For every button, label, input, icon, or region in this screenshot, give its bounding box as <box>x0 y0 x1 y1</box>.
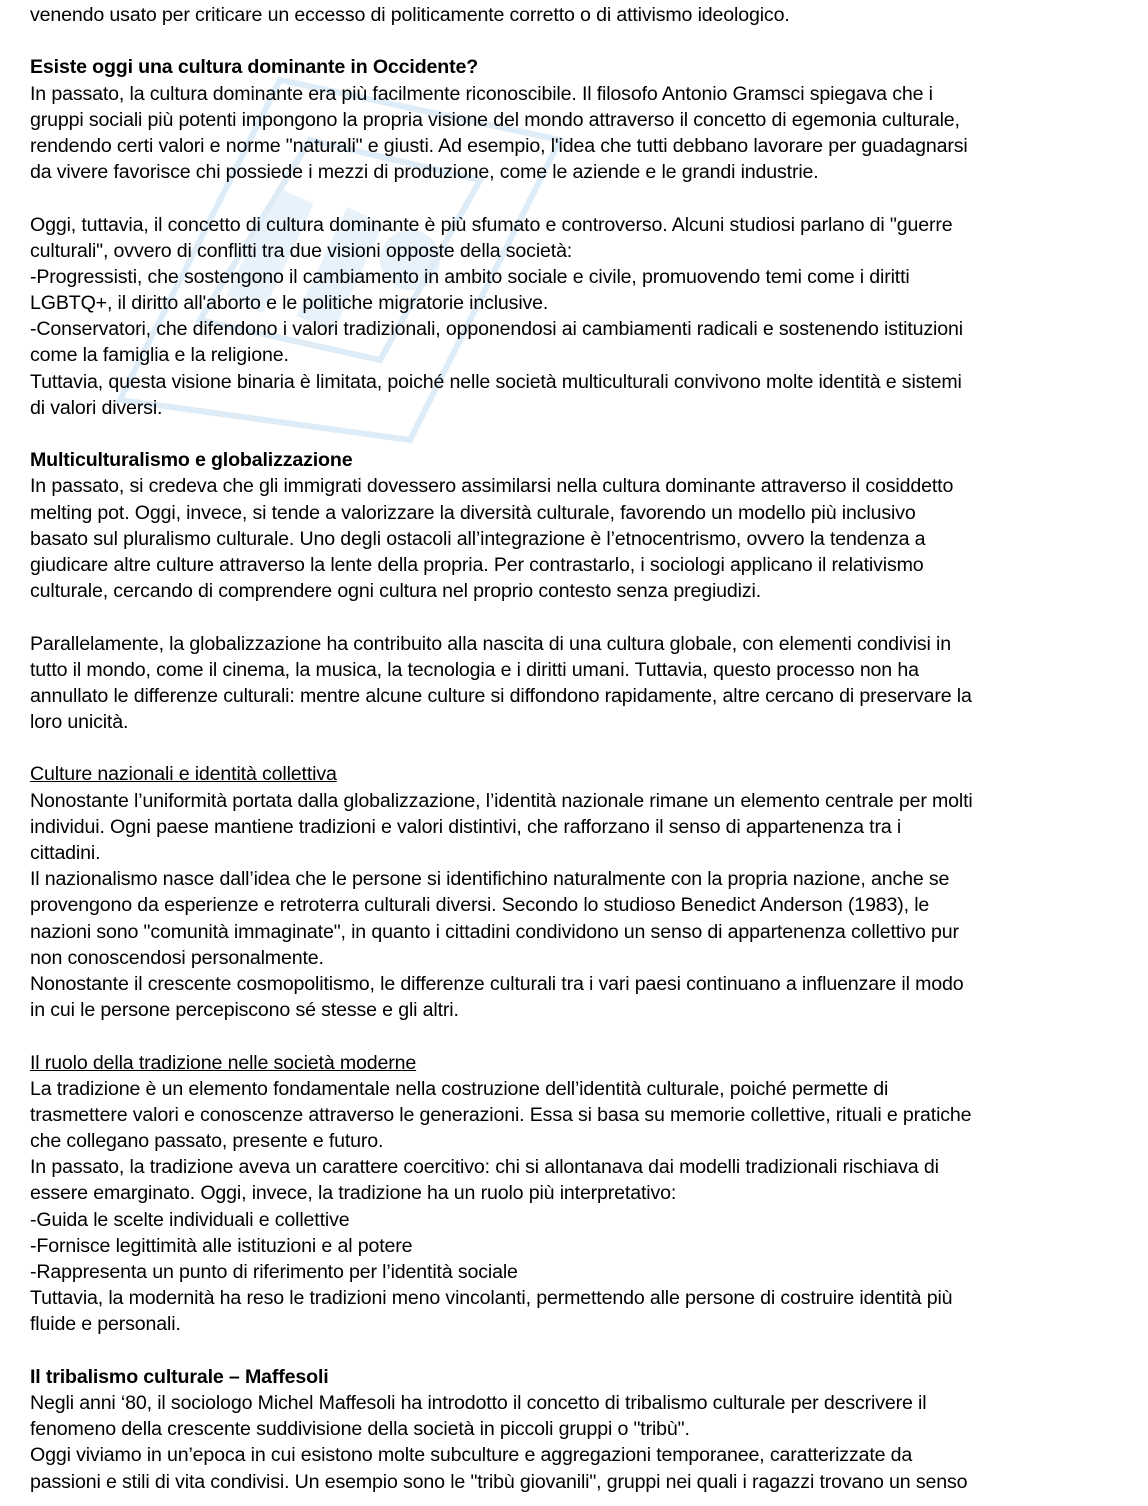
paragraph-spacer <box>30 28 1122 54</box>
paragraph <box>30 2 1122 28</box>
text-line: venendo usato per criticare un eccesso di politicamente corretto o di attivismo ideologico. <box>30 4 790 26</box>
document-body <box>30 2 1122 1495</box>
text-line: Parallelamente, la globalizzazione ha contribuito alla nascita di una cultura globale, con elementi condivisi in <box>30 632 951 655</box>
text-line: -Progressisti, che sostengono il cambiamento in ambito sociale e civile, promuovendo temi come i diritti <box>30 265 910 288</box>
subsection-heading: Culture nazionali e identità collettiva <box>30 763 337 786</box>
text-line: melting pot. Oggi, invece, si tende a valorizzare la diversità culturale, favorendo un modello più inclusivo <box>30 501 916 524</box>
text-line: Tuttavia, questa visione binaria è limitata, poiché nelle società multiculturali convivono molte identità e sistemi <box>30 370 962 393</box>
paragraph <box>30 81 1122 186</box>
text-line: Nonostante il crescente cosmopolitismo, le differenze culturali tra i vari paesi continuano a influenzare il modo <box>30 972 964 995</box>
text-line: provengono da esperienze e retroterra culturali diversi. Secondo lo studioso Benedict Anderson (1983), le <box>30 894 930 917</box>
text-line: Oggi viviamo in un’epoca in cui esistono molte subculture e aggregazioni temporanee, caratterizzate da <box>30 1444 913 1467</box>
text-line: LGBTQ+, il diritto all'aborto e le politiche migratorie inclusive. <box>30 292 549 315</box>
paragraph <box>30 1076 1122 1338</box>
text-line: -Guida le scelte individuali e collettive <box>30 1208 350 1231</box>
text-line: In passato, la tradizione aveva un carattere coercitivo: chi si allontanava dai modelli tradizionali rischiava di <box>30 1156 939 1179</box>
paragraph <box>30 473 1122 604</box>
text-line: come la famiglia e la religione. <box>30 344 289 367</box>
text-line: In passato, si credeva che gli immigrati dovessero assimilarsi nella cultura dominante attraverso il cosiddetto <box>30 475 954 498</box>
paragraph <box>30 788 1122 1024</box>
text-line: rendendo certi valori e norme "naturali" e giusti. Ad esempio, l'idea che tutti debbano lavorare per guadagnarsi <box>30 134 968 157</box>
text-line: -Fornisce legittimità alle istituzioni e al potere <box>30 1234 413 1257</box>
text-line: -Conservatori, che difendono i valori tradizionali, opponendosi ai cambiamenti radicali e sostenendo istituzioni <box>30 318 963 341</box>
text-line: da vivere favorisce chi possiede i mezzi di produzione, come le aziende e le grandi industrie. <box>30 161 819 184</box>
text-line: di valori diversi. <box>30 396 163 419</box>
text-line: tutto il mondo, come il cinema, la musica, la tecnologia e i diritti umani. Tuttavia, questo processo non ha <box>30 658 919 681</box>
text-line: passioni e stili di vita condivisi. Un esempio sono le "tribù giovanili", gruppi nei quali i ragazzi trovano un senso <box>30 1470 968 1493</box>
section-heading: Il tribalismo culturale – Maffesoli <box>30 1365 329 1388</box>
text-line: nazioni sono "comunità immaginate", in quanto i cittadini condividono un senso di appartenenza collettivo pur <box>30 920 959 943</box>
paragraph <box>30 212 1122 422</box>
paragraph-spacer <box>30 1338 1122 1364</box>
text-line: Negli anni ‘80, il sociologo Michel Maffesoli ha introdotto il concetto di tribalismo culturale per descrivere il <box>30 1391 927 1414</box>
paragraph-spacer <box>30 735 1122 761</box>
text-line: Oggi, tuttavia, il concetto di cultura dominante è più sfumato e controverso. Alcuni studiosi parlano di "guerre <box>30 213 953 236</box>
paragraph-spacer <box>30 604 1122 630</box>
paragraph-spacer <box>30 421 1122 447</box>
text-line: In passato, la cultura dominante era più facilmente riconoscibile. Il filosofo Antonio Gramsci spiegava che i <box>30 82 933 105</box>
text-line: Il nazionalismo nasce dall’idea che le persone si identifichino naturalmente con la propria nazione, anche se <box>30 868 950 891</box>
text-line: trasmettere valori e conoscenze attraverso le generazioni. Essa si basa su memorie collettive, rituali e pratiche <box>30 1103 972 1126</box>
text-line: -Rappresenta un punto di riferimento per l’identità sociale <box>30 1261 518 1283</box>
text-line: che collegano passato, presente e futuro. <box>30 1130 384 1153</box>
text-line: culturali", ovvero di conflitti tra due visioni opposte della società: <box>30 239 573 262</box>
paragraph-spacer <box>30 1023 1122 1049</box>
paragraph <box>30 1390 1122 1495</box>
text-line: loro unicità. <box>30 711 129 734</box>
text-line: basato sul pluralismo culturale. Uno degli ostacoli all’integrazione è l’etnocentrismo, ovvero la tendenza a <box>30 527 926 550</box>
text-line: Nonostante l’uniformità portata dalla globalizzazione, l’identità nazionale rimane un elemento centrale per molti <box>30 789 973 812</box>
text-line: fenomeno della crescente suddivisione della società in piccoli gruppi o "tribù". <box>30 1418 690 1441</box>
text-line: La tradizione è un elemento fondamentale nella costruzione dell’identità culturale, poiché permette di <box>30 1077 889 1100</box>
subsection-heading: Il ruolo della tradizione nelle società moderne <box>30 1051 417 1074</box>
text-line: gruppi sociali più potenti impongono la propria visione del mondo attraverso il concetto di egemonia culturale, <box>30 108 960 131</box>
section-heading: Multiculturalismo e globalizzazione <box>30 449 353 472</box>
text-line: cittadini. <box>30 842 101 864</box>
text-line: giudicare altre culture attraverso la lente della propria. Per contrastarlo, i sociologi applicano il relativismo <box>30 553 924 576</box>
paragraph <box>30 631 1122 736</box>
text-line: fluide e personali. <box>30 1313 181 1336</box>
text-line: non conoscendosi personalmente. <box>30 946 324 969</box>
text-line: culturale, cercando di comprendere ogni cultura nel proprio contesto senza pregiudizi. <box>30 580 762 603</box>
text-line: in cui le persone percepiscono sé stesse e gli altri. <box>30 999 459 1022</box>
text-line: individui. Ogni paese mantiene tradizioni e valori distintivi, che rafforzano il senso di appartenenza tra i <box>30 815 902 838</box>
text-line: annullato le differenze culturali: mentre alcune culture si diffondono rapidamente, altre cercano di preservare la <box>30 684 972 707</box>
paragraph-spacer <box>30 185 1122 211</box>
text-line: essere emarginato. Oggi, invece, la tradizione ha un ruolo più interpretativo: <box>30 1182 677 1205</box>
section-heading: Esiste oggi una cultura dominante in Occidente? <box>30 56 479 79</box>
text-line: Tuttavia, la modernità ha reso le tradizioni meno vincolanti, permettendo alle persone di costruire identità più <box>30 1287 953 1310</box>
